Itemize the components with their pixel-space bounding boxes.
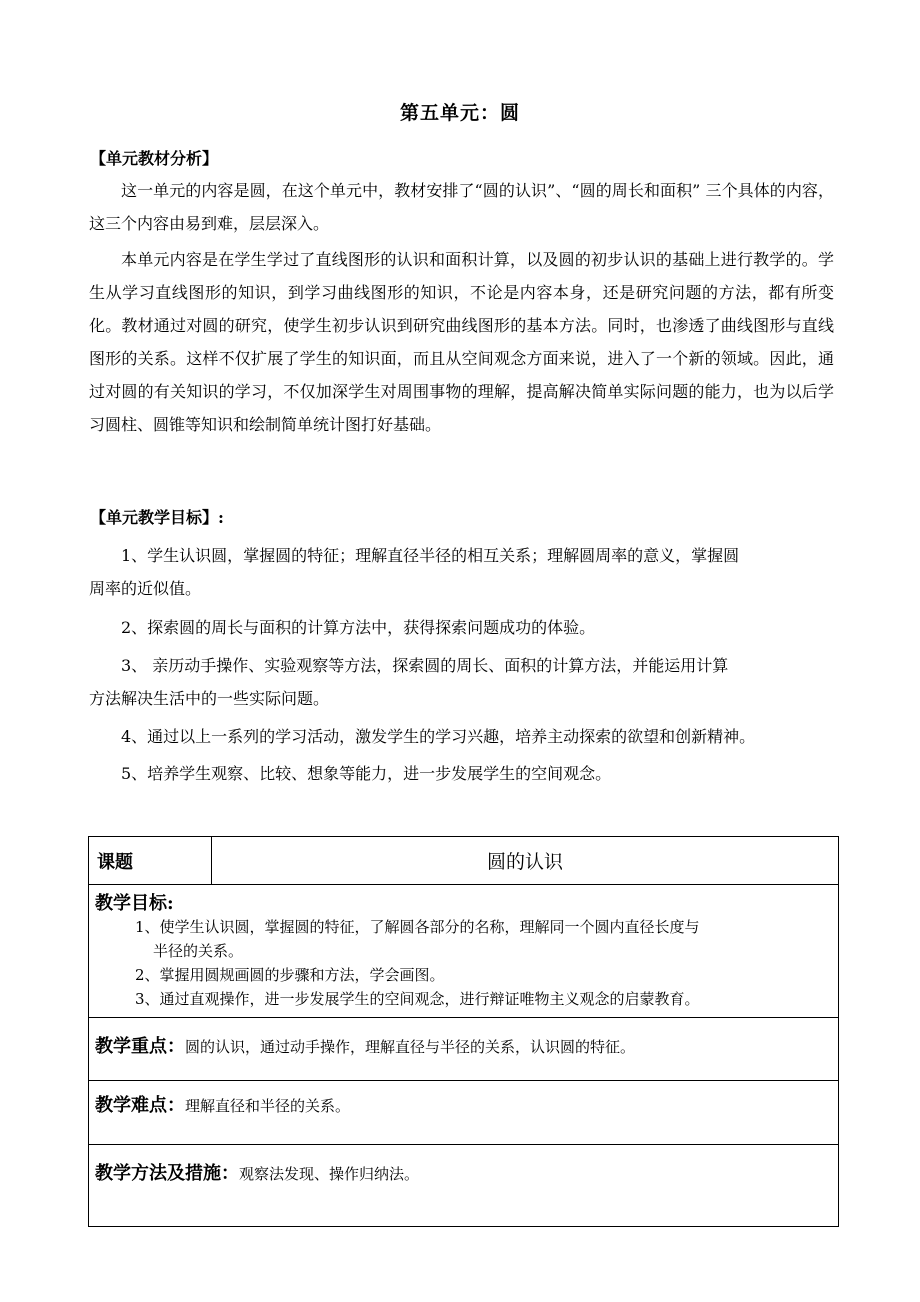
difficulty-value: 理解直径和半径的关系。 [185, 1097, 351, 1115]
analysis-heading: 【单元教材分析】 [90, 149, 219, 168]
objective-item-3-cont: 方法解决生活中的一些实际问题。 [89, 689, 330, 708]
difficulty-label: 教学难点： [95, 1095, 185, 1116]
method-row [89, 1145, 839, 1227]
goals-row [89, 885, 839, 1018]
objective-item-1: 1、学生认识圆，掌握圆的特征；理解直径半径的相互关系；理解圆周率的意义，掌握圆 [121, 546, 740, 565]
goal-item-1: 1、使学生认识圆，掌握圆的特征，了解圆各部分的名称，理解同一个圆内直径长度与 [135, 918, 700, 936]
objective-item-1-cont: 周率的近似值。 [89, 579, 202, 598]
goal-item-2: 2、掌握用圆规画圆的步骤和方法，学会画图。 [135, 966, 445, 984]
goals-cell [89, 885, 839, 1018]
method-value: 观察法发现、操作归纳法。 [239, 1165, 420, 1183]
difficulty-row [89, 1081, 839, 1145]
key-points-value: 圆的认识，通过动手操作，理解直径与半径的关系，认识圆的特征。 [185, 1038, 636, 1056]
difficulty-cell [89, 1081, 839, 1145]
topic-row [89, 837, 839, 885]
analysis-paragraph-1: 这一单元的内容是圆，在这个单元中，教材安排了“圆的认识”、“圆的周长和面积” 三个具体的内容，这三个内容由易到难，层层深入。 [89, 181, 834, 233]
goal-item-1-cont: 半径的关系。 [153, 942, 244, 960]
objective-item-2: 2、探索圆的周长与面积的计算方法中，获得探索问题成功的体验。 [121, 618, 596, 637]
objective-item-4: 4、通过以上一系列的学习活动，激发学生的学习兴趣，培养主动探索的欲望和创新精神。 [121, 727, 756, 746]
goal-item-3: 3、通过直观操作，进一步发展学生的空间观念，进行辩证唯物主义观念的启蒙教育。 [135, 990, 700, 1008]
page-title: 第五单元：圆 [399, 102, 520, 124]
objective-item-3: 3、 亲历动手操作、实验观察等方法，探索圆的周长、面积的计算方法，并能运用计算 [121, 656, 729, 675]
goals-label: 教学目标: [95, 893, 174, 914]
key-points-label: 教学重点： [95, 1036, 185, 1057]
method-cell [89, 1145, 839, 1227]
key-points-row [89, 1018, 839, 1081]
objective-item-5: 5、培养学生观察、比较、想象等能力，进一步发展学生的空间观念。 [121, 764, 612, 783]
analysis-paragraph-2: 本单元内容是在学生学过了直线图形的认识和面积计算，以及圆的初步认识的基础上进行教学的。学生从学习直线图形的知识，到学习曲线图形的知识，不论是内容本身，还是研究问题的方法，都有所变化。教材通过对圆的研究，使学生初步认识到研究曲线图形的基本方法。同时，也渗透了曲线图形与直线图形的关系。这样不仅扩展了学生的知识面，而且从空间观念方面来说，进入了一个新的领域。因此，通过对圆的有关知识的学习，不仅加深学生对周围事物的理解，提高解决简单实际问题的能力，也为以后学习圆柱、圆锥等知识和绘制简单统计图打好基础。 [89, 250, 834, 434]
topic-value: 圆的认识 [212, 837, 839, 885]
topic-label: 课题 [89, 837, 212, 885]
objectives-heading: 【单元教学目标】: [90, 508, 224, 527]
lesson-plan-table [88, 836, 839, 1227]
key-points-cell [89, 1018, 839, 1081]
method-label: 教学方法及措施： [95, 1163, 239, 1184]
